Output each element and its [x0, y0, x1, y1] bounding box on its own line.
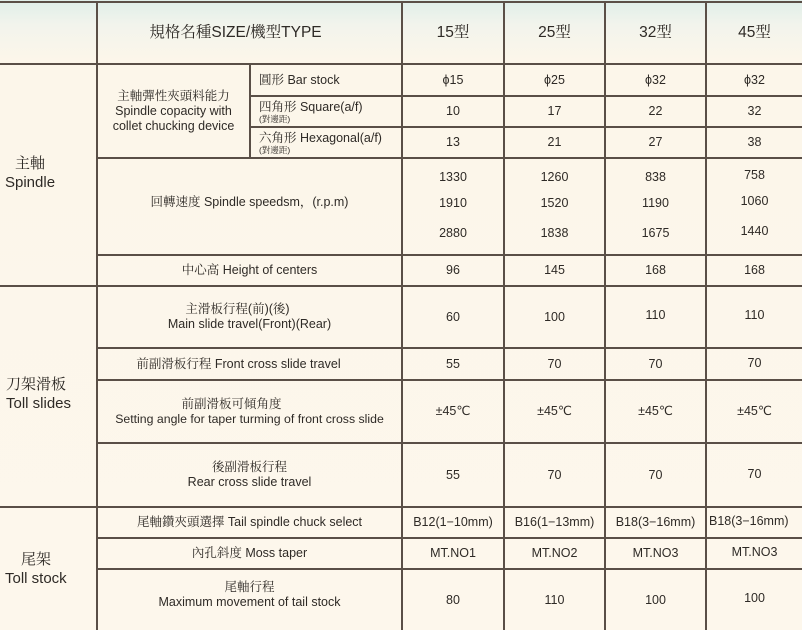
model-header-15: 15型 — [436, 23, 470, 41]
section-tool-slides-en: Toll slides — [6, 394, 72, 412]
value-height-25: 145 — [544, 263, 565, 277]
value-tail-movement-32: 100 — [645, 592, 666, 607]
row-label-bar-stock: 圓形 Bar stock — [259, 72, 340, 87]
value-hexagonal-32: 27 — [648, 135, 663, 149]
value-main-slide-45: 110 — [744, 307, 765, 322]
row-label-moss-taper: 內孔斜度 Moss taper — [191, 546, 308, 560]
section-spindle-zh: 主軸 — [15, 155, 46, 173]
value-square-25: 17 — [547, 104, 562, 118]
value-square-45: 32 — [747, 104, 762, 118]
spindle-capacity-label: 主軸彈性夾頭料能力 Spindle copacity with collet chucking device — [112, 88, 235, 133]
value-spindle-speed-15: 1330 1910 2880 — [439, 170, 467, 240]
value-height-15: 96 — [446, 263, 460, 277]
value-taper-angle-25: ±45℃ — [537, 404, 572, 418]
section-tailstock-en: Toll stock — [5, 570, 67, 587]
row-label-taper-angle: 前副滑板可傾角度 Setting angle for taper turming of front cross slide — [115, 396, 384, 426]
value-spindle-speed-25: 1260 1520 1838 — [540, 170, 569, 240]
value-bar-stock-32: ϕ32 — [645, 72, 666, 87]
value-hexagonal-45: 38 — [747, 135, 762, 149]
value-height-32: 168 — [645, 263, 666, 277]
value-bar-stock-45: ϕ32 — [744, 72, 765, 87]
value-front-cross-15: 55 — [446, 356, 460, 371]
value-tail-movement-45: 100 — [744, 590, 765, 605]
model-header-32: 32型 — [639, 23, 672, 41]
row-label-tail-movement: 尾軸行程 Maximum movement of tail stock — [158, 580, 341, 609]
value-rear-cross-32: 70 — [648, 467, 663, 482]
value-front-cross-32: 70 — [648, 356, 663, 371]
value-main-slide-25: 100 — [544, 309, 565, 324]
spec-type-label: 規格名種SIZE/機型TYPE — [149, 23, 322, 41]
value-tail-chuck-25: B16(1−13mm) — [514, 515, 595, 529]
section-tailstock — [0, 508, 96, 630]
row-label-hexagonal: 六角形 Hexagonal(a/f) (對邊距) — [259, 130, 382, 155]
value-rear-cross-45: 70 — [747, 466, 762, 481]
value-moss-taper-32: MT.NO3 — [632, 546, 679, 560]
section-tool-slides — [0, 287, 96, 506]
value-taper-angle-45: ±45℃ — [737, 404, 772, 418]
row-label-front-cross-slide: 前副滑板行程 Front cross slide travel — [136, 356, 341, 371]
value-moss-taper-45: MT.NO3 — [731, 545, 778, 559]
value-spindle-speed-45: 758 1060 1440 — [740, 168, 769, 238]
row-label-rear-cross-slide: 後副滑板行程 Rear cross slide travel — [187, 460, 312, 489]
value-front-cross-25: 70 — [547, 356, 562, 371]
row-label-spindle-speed: 回轉速度 Spindle speedsm，(r.p.m) — [150, 195, 349, 209]
value-rear-cross-25: 70 — [547, 467, 562, 482]
section-spindle — [0, 65, 96, 285]
value-hexagonal-15: 13 — [446, 135, 460, 149]
value-taper-angle-32: ±45℃ — [638, 404, 673, 418]
value-bar-stock-15: ϕ15 — [442, 72, 464, 87]
section-tailstock-zh: 尾架 — [21, 551, 52, 569]
value-front-cross-45: 70 — [747, 355, 762, 370]
spec-type-header — [98, 3, 401, 63]
value-tail-chuck-32: B18(3−16mm) — [615, 515, 696, 529]
value-moss-taper-25: MT.NO2 — [531, 546, 578, 560]
across-flats-note: (對邊距) — [259, 144, 291, 155]
section-spindle-en: Spindle — [5, 174, 56, 191]
model-header-45: 45型 — [738, 23, 771, 41]
value-taper-angle-15: ±45℃ — [435, 404, 471, 418]
value-rear-cross-15: 55 — [446, 467, 460, 482]
row-label-square: 四角形 Square(a/f) (對邊距) — [259, 99, 363, 124]
across-flats-note: (對邊距) — [259, 113, 291, 124]
section-tool-slides-zh: 刀架滑板 — [6, 375, 67, 393]
value-tail-movement-15: 80 — [446, 592, 460, 607]
value-bar-stock-25: ϕ25 — [544, 72, 565, 87]
value-tail-chuck-15: B12(1−10mm) — [413, 515, 493, 529]
value-tail-chuck-45: B18(3−16mm) — [709, 514, 789, 528]
model-header-25: 25型 — [538, 23, 571, 41]
value-square-15: 10 — [446, 104, 460, 118]
value-square-32: 22 — [648, 104, 663, 118]
row-label-tail-chuck: 尾軸鑽夾頭選擇 Tail spindle chuck select — [136, 515, 363, 529]
value-main-slide-32: 110 — [645, 307, 666, 322]
value-hexagonal-25: 21 — [547, 135, 562, 149]
row-label-main-slide-travel: 主滑板行程(前)(後) Main slide travel(Front)(Rear) — [167, 302, 332, 331]
value-tail-movement-25: 110 — [544, 592, 565, 607]
value-main-slide-15: 60 — [446, 309, 460, 324]
value-moss-taper-15: MT.NO1 — [430, 546, 476, 560]
value-height-45: 168 — [744, 263, 765, 277]
row-label-height-of-centers: 中心高 Height of centers — [181, 263, 318, 277]
value-spindle-speed-32: 838 1190 1675 — [641, 170, 670, 240]
